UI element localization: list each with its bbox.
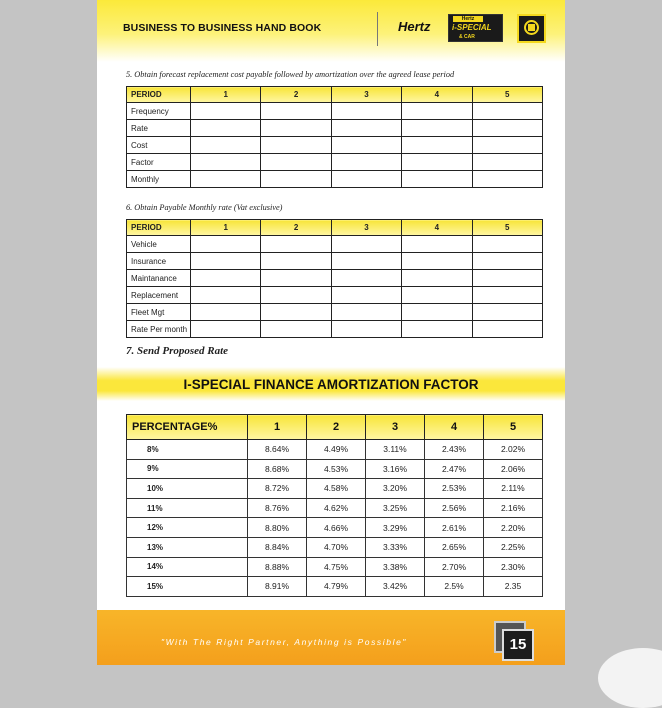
row-label: Monthly xyxy=(127,171,191,188)
percentage-cell: 9% xyxy=(127,459,248,479)
input-cell[interactable] xyxy=(472,304,542,321)
badge-center xyxy=(528,24,535,31)
factor-cell: 2.70% xyxy=(425,557,484,577)
page-header xyxy=(97,0,565,62)
table-row xyxy=(127,577,543,597)
period-col-5: 5 xyxy=(472,220,542,236)
factor-cell: 4.79% xyxy=(307,577,366,597)
table-row xyxy=(127,120,543,137)
factor-cell: 3.16% xyxy=(366,459,425,479)
period-col-1: 1 xyxy=(248,415,307,440)
input-cell[interactable] xyxy=(472,236,542,253)
row-label: Frequency xyxy=(127,103,191,120)
input-cell[interactable] xyxy=(402,137,472,154)
factor-cell: 4.66% xyxy=(307,518,366,538)
input-cell[interactable] xyxy=(261,154,331,171)
amortization-factor-table xyxy=(126,414,543,597)
table-row xyxy=(127,304,543,321)
factor-cell: 4.53% xyxy=(307,459,366,479)
factor-cell: 3.38% xyxy=(366,557,425,577)
table-row xyxy=(127,287,543,304)
factor-cell: 2.06% xyxy=(484,459,543,479)
input-cell[interactable] xyxy=(402,304,472,321)
factor-cell: 2.25% xyxy=(484,537,543,557)
factor-cell: 8.68% xyxy=(248,459,307,479)
input-cell[interactable] xyxy=(472,253,542,270)
factor-cell: 8.84% xyxy=(248,537,307,557)
period-col-2: 2 xyxy=(307,415,366,440)
factor-cell: 2.30% xyxy=(484,557,543,577)
percentage-cell: 15% xyxy=(127,577,248,597)
amortization-title: I-SPECIAL FINANCE AMORTIZATION FACTOR xyxy=(183,377,479,392)
table-row xyxy=(127,154,543,171)
factor-cell: 4.62% xyxy=(307,498,366,518)
input-cell[interactable] xyxy=(402,287,472,304)
period-col-4: 4 xyxy=(425,415,484,440)
percentage-cell: 14% xyxy=(127,557,248,577)
input-cell[interactable] xyxy=(402,270,472,287)
input-cell[interactable] xyxy=(191,253,261,270)
period-col-5: 5 xyxy=(484,415,543,440)
row-label: Maintanance xyxy=(127,270,191,287)
input-cell[interactable] xyxy=(331,120,401,137)
row-label: Vehicle xyxy=(127,236,191,253)
monthly-rate-table xyxy=(126,219,543,338)
page-number: 15 xyxy=(502,629,534,661)
table-header-row xyxy=(127,220,543,236)
factor-cell: 2.20% xyxy=(484,518,543,538)
input-cell[interactable] xyxy=(331,103,401,120)
input-cell[interactable] xyxy=(472,287,542,304)
percentage-cell: 12% xyxy=(127,518,248,538)
factor-cell: 4.58% xyxy=(307,479,366,499)
input-cell[interactable] xyxy=(191,171,261,188)
amortization-table-body xyxy=(127,440,543,597)
period-col-3: 3 xyxy=(331,87,401,103)
hertz-logo: Hertz xyxy=(398,19,431,34)
table-header-row xyxy=(127,87,543,103)
input-cell[interactable] xyxy=(191,287,261,304)
input-cell[interactable] xyxy=(402,321,472,338)
period-col-2: 2 xyxy=(261,220,331,236)
input-cell[interactable] xyxy=(402,171,472,188)
percentage-cell: 13% xyxy=(127,537,248,557)
document-title: BUSINESS TO BUSINESS HAND BOOK xyxy=(123,22,322,34)
table-row xyxy=(127,253,543,270)
table-row xyxy=(127,103,543,120)
factor-cell: 2.53% xyxy=(425,479,484,499)
period-col-1: 1 xyxy=(191,87,261,103)
input-cell[interactable] xyxy=(261,287,331,304)
header-divider xyxy=(377,12,378,46)
i-special-logo-main: i-SPECIAL xyxy=(452,23,492,32)
period-col-1: 1 xyxy=(191,220,261,236)
factor-cell: 4.70% xyxy=(307,537,366,557)
factor-cell: 8.88% xyxy=(248,557,307,577)
period-col-2: 2 xyxy=(261,87,331,103)
table-row xyxy=(127,440,543,460)
table-row xyxy=(127,137,543,154)
input-cell[interactable] xyxy=(191,270,261,287)
input-cell[interactable] xyxy=(472,270,542,287)
table-header-row xyxy=(127,415,543,440)
row-label: Fleet Mgt xyxy=(127,304,191,321)
row-label: Replacement xyxy=(127,287,191,304)
input-cell[interactable] xyxy=(261,253,331,270)
period-col-4: 4 xyxy=(402,220,472,236)
row-label: Insurance xyxy=(127,253,191,270)
input-cell[interactable] xyxy=(402,120,472,137)
badge-logo-icon xyxy=(517,14,546,43)
input-cell[interactable] xyxy=(472,137,542,154)
input-cell[interactable] xyxy=(191,137,261,154)
input-cell[interactable] xyxy=(261,321,331,338)
period-col-4: 4 xyxy=(402,87,472,103)
percentage-cell: 11% xyxy=(127,498,248,518)
input-cell[interactable] xyxy=(191,103,261,120)
section5-instruction: 5. Obtain forecast replacement cost payable followed by amortization over the agreed lease period xyxy=(126,70,455,79)
input-cell[interactable] xyxy=(331,236,401,253)
table-row xyxy=(127,270,543,287)
input-cell[interactable] xyxy=(402,253,472,270)
factor-cell: 3.11% xyxy=(366,440,425,460)
factor-cell: 8.80% xyxy=(248,518,307,538)
input-cell[interactable] xyxy=(402,103,472,120)
percentage-cell: 10% xyxy=(127,479,248,499)
period-col-3: 3 xyxy=(331,220,401,236)
input-cell[interactable] xyxy=(472,120,542,137)
factor-cell: 3.33% xyxy=(366,537,425,557)
input-cell[interactable] xyxy=(261,137,331,154)
page-number-badge xyxy=(494,621,536,661)
input-cell[interactable] xyxy=(261,120,331,137)
factor-cell: 2.16% xyxy=(484,498,543,518)
input-cell[interactable] xyxy=(331,171,401,188)
factor-cell: 3.25% xyxy=(366,498,425,518)
input-cell[interactable] xyxy=(331,304,401,321)
input-cell[interactable] xyxy=(191,120,261,137)
factor-cell: 2.56% xyxy=(425,498,484,518)
table-row xyxy=(127,498,543,518)
period-col-3: 3 xyxy=(366,415,425,440)
table-row xyxy=(127,171,543,188)
factor-cell: 2.43% xyxy=(425,440,484,460)
factor-cell: 2.5% xyxy=(425,577,484,597)
i-special-logo-bottom: & CAR xyxy=(459,34,475,40)
table-row xyxy=(127,518,543,538)
factor-cell: 2.02% xyxy=(484,440,543,460)
footer-tagline: "With The Right Partner, Anything is Possible" xyxy=(161,637,408,647)
period-header: PERIOD xyxy=(127,87,191,103)
factor-cell: 8.76% xyxy=(248,498,307,518)
input-cell[interactable] xyxy=(331,154,401,171)
i-special-logo-top: Hertz xyxy=(453,16,483,22)
input-cell[interactable] xyxy=(331,137,401,154)
input-cell[interactable] xyxy=(261,103,331,120)
factor-cell: 8.64% xyxy=(248,440,307,460)
table-row xyxy=(127,537,543,557)
corner-overlay xyxy=(598,648,662,708)
input-cell[interactable] xyxy=(402,154,472,171)
page-footer xyxy=(97,610,565,665)
row-label: Rate Per month xyxy=(127,321,191,338)
input-cell[interactable] xyxy=(261,236,331,253)
input-cell[interactable] xyxy=(331,287,401,304)
input-cell[interactable] xyxy=(261,171,331,188)
input-cell[interactable] xyxy=(331,321,401,338)
input-cell[interactable] xyxy=(261,270,331,287)
input-cell[interactable] xyxy=(191,236,261,253)
table-row xyxy=(127,557,543,577)
factor-cell: 3.42% xyxy=(366,577,425,597)
table-row xyxy=(127,236,543,253)
input-cell[interactable] xyxy=(472,103,542,120)
factor-cell: 2.11% xyxy=(484,479,543,499)
section7-title: 7. Send Proposed Rate xyxy=(126,345,229,357)
factor-cell: 8.72% xyxy=(248,479,307,499)
factor-cell: 2.35 xyxy=(484,577,543,597)
percentage-header: PERCENTAGE% xyxy=(127,415,248,440)
factor-cell: 4.49% xyxy=(307,440,366,460)
row-label: Rate xyxy=(127,120,191,137)
factor-cell: 3.29% xyxy=(366,518,425,538)
forecast-replacement-table xyxy=(126,86,543,188)
table-row xyxy=(127,321,543,338)
input-cell[interactable] xyxy=(472,171,542,188)
factor-cell: 4.75% xyxy=(307,557,366,577)
input-cell[interactable] xyxy=(331,270,401,287)
factor-cell: 2.47% xyxy=(425,459,484,479)
handbook-page xyxy=(97,0,565,665)
section6-instruction: 6. Obtain Payable Monthly rate (Vat exclusive) xyxy=(126,203,283,212)
factor-cell: 8.91% xyxy=(248,577,307,597)
input-cell[interactable] xyxy=(472,321,542,338)
factor-cell: 2.61% xyxy=(425,518,484,538)
input-cell[interactable] xyxy=(402,236,472,253)
input-cell[interactable] xyxy=(191,321,261,338)
input-cell[interactable] xyxy=(472,154,542,171)
percentage-cell: 8% xyxy=(127,440,248,460)
factor-cell: 2.65% xyxy=(425,537,484,557)
period-header: PERIOD xyxy=(127,220,191,236)
input-cell[interactable] xyxy=(261,304,331,321)
period-col-5: 5 xyxy=(472,87,542,103)
factor-cell: 3.20% xyxy=(366,479,425,499)
input-cell[interactable] xyxy=(191,154,261,171)
table-row xyxy=(127,459,543,479)
input-cell[interactable] xyxy=(331,253,401,270)
row-label: Factor xyxy=(127,154,191,171)
row-label: Cost xyxy=(127,137,191,154)
i-special-logo xyxy=(448,14,503,42)
table-row xyxy=(127,479,543,499)
input-cell[interactable] xyxy=(191,304,261,321)
